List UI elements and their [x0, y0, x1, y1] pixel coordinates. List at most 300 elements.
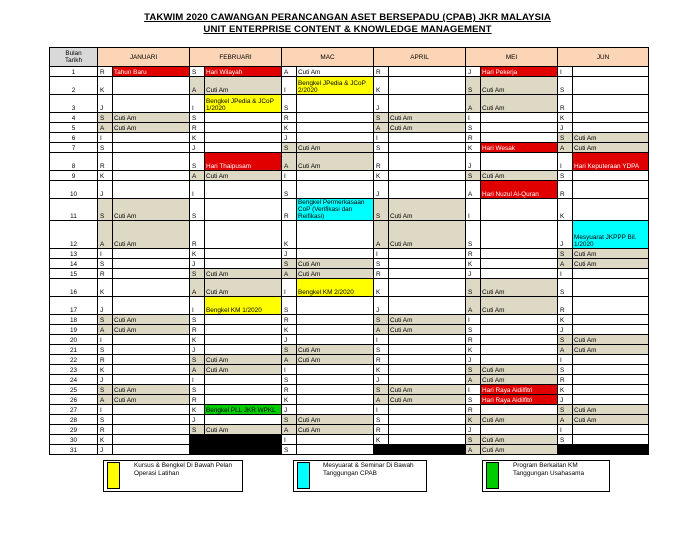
- weekday-letter: I: [466, 113, 481, 123]
- calendar-table: [49, 47, 649, 455]
- weekday-letter: K: [190, 405, 205, 415]
- calendar-row: [50, 375, 649, 385]
- weekday-letter: S: [374, 199, 389, 221]
- empty-cell: [573, 171, 649, 181]
- calendar-row: [50, 181, 649, 199]
- weekday-letter: J: [466, 355, 481, 365]
- empty-cell: [297, 123, 374, 133]
- weekday-letter: S: [282, 143, 297, 153]
- event-cell: Cuti Am: [297, 153, 374, 171]
- weekday-letter: I: [98, 249, 113, 259]
- calendar-row: [50, 385, 649, 395]
- empty-cell: [481, 345, 558, 355]
- empty-cell: [573, 425, 649, 435]
- weekday-letter: K: [466, 345, 481, 355]
- weekday-letter: R: [190, 221, 205, 249]
- weekday-letter: R: [466, 249, 481, 259]
- weekday-letter: R: [98, 269, 113, 279]
- weekday-letter: J: [190, 345, 205, 355]
- empty-cell: [481, 355, 558, 365]
- event-cell: Bengkel JPedia & JCoP 1/2020: [205, 95, 282, 113]
- calendar-row: [50, 415, 649, 425]
- weekday-letter: S: [190, 199, 205, 221]
- weekday-letter: S: [466, 171, 481, 181]
- day-number: 4: [50, 113, 98, 123]
- event-cell: Cuti Am: [297, 269, 374, 279]
- empty-cell: [389, 297, 466, 315]
- weekday-letter: J: [466, 67, 481, 77]
- event-cell: Cuti Am: [481, 77, 558, 95]
- empty-cell: [297, 435, 374, 445]
- weekday-letter: A: [98, 325, 113, 335]
- empty-cell: [573, 297, 649, 315]
- weekday-letter: S: [374, 385, 389, 395]
- empty-cell: [481, 113, 558, 123]
- event-cell: Cuti Am: [205, 171, 282, 181]
- event-cell: Cuti Am: [389, 315, 466, 325]
- weekday-letter: S: [282, 297, 297, 315]
- event-cell: Cuti Am: [297, 259, 374, 269]
- weekday-letter: J: [190, 259, 205, 269]
- weekday-letter: S: [558, 77, 573, 95]
- empty-cell: [297, 95, 374, 113]
- calendar-row: [50, 297, 649, 315]
- weekday-letter: R: [98, 355, 113, 365]
- weekday-letter: S: [466, 365, 481, 375]
- blank-cell: [389, 445, 466, 455]
- event-cell: Cuti Am: [573, 335, 649, 345]
- empty-cell: [113, 415, 190, 425]
- day-number: 25: [50, 385, 98, 395]
- weekday-letter: A: [466, 95, 481, 113]
- weekday-letter: A: [98, 395, 113, 405]
- weekday-letter: S: [374, 259, 389, 269]
- day-number: 27: [50, 405, 98, 415]
- empty-cell: [205, 113, 282, 123]
- event-cell: Hari Nuzul Al-Quran: [481, 181, 558, 199]
- weekday-letter: K: [466, 259, 481, 269]
- month-header: JANUARI: [98, 48, 190, 67]
- empty-cell: [389, 269, 466, 279]
- weekday-letter: J: [98, 297, 113, 315]
- weekday-letter: K: [558, 315, 573, 325]
- calendar-row: [50, 113, 649, 123]
- weekday-letter: A: [374, 395, 389, 405]
- weekday-letter: A: [374, 123, 389, 133]
- weekday-letter: I: [558, 153, 573, 171]
- weekday-letter: K: [98, 77, 113, 95]
- month-header: FEBRUARI: [190, 48, 282, 67]
- weekday-letter: K: [98, 279, 113, 297]
- empty-cell: [297, 365, 374, 375]
- empty-cell: [481, 249, 558, 259]
- weekday-letter: S: [374, 315, 389, 325]
- empty-cell: [573, 315, 649, 325]
- weekday-letter: J: [282, 133, 297, 143]
- weekday-letter: K: [558, 113, 573, 123]
- day-number: 9: [50, 171, 98, 181]
- weekday-letter: K: [190, 249, 205, 259]
- empty-cell: [297, 171, 374, 181]
- weekday-letter: I: [466, 199, 481, 221]
- legend-green-swatch: [486, 462, 499, 489]
- event-cell: Cuti Am: [573, 249, 649, 259]
- empty-cell: [205, 249, 282, 259]
- empty-cell: [573, 199, 649, 221]
- empty-cell: [389, 249, 466, 259]
- calendar-row: [50, 123, 649, 133]
- weekday-letter: R: [98, 425, 113, 435]
- legend-yellow-swatch: [107, 462, 120, 489]
- day-number: 5: [50, 123, 98, 133]
- day-number: 10: [50, 181, 98, 199]
- weekday-letter: J: [466, 425, 481, 435]
- day-number: 8: [50, 153, 98, 171]
- weekday-letter: J: [282, 335, 297, 345]
- day-number: 16: [50, 279, 98, 297]
- weekday-letter: J: [374, 95, 389, 113]
- event-cell: Cuti Am: [389, 113, 466, 123]
- weekday-letter: R: [98, 67, 113, 77]
- weekday-letter: J: [558, 221, 573, 249]
- event-cell: Cuti Am: [389, 395, 466, 405]
- empty-cell: [389, 405, 466, 415]
- event-cell: Cuti Am: [573, 133, 649, 143]
- empty-cell: [389, 355, 466, 365]
- weekday-letter: S: [374, 345, 389, 355]
- calendar-row: [50, 221, 649, 249]
- event-cell: Mesyuarat JKPPP Bil. 1/2020: [573, 221, 649, 249]
- weekday-letter: R: [98, 153, 113, 171]
- weekday-letter: A: [190, 77, 205, 95]
- weekday-letter: K: [282, 221, 297, 249]
- calendar-row: [50, 77, 649, 95]
- day-number: 23: [50, 365, 98, 375]
- page-subtitle: UNIT ENTERPRISE CONTENT & KNOWLEDGE MANAGEMENT: [203, 24, 492, 35]
- weekday-letter: K: [558, 199, 573, 221]
- empty-cell: [297, 221, 374, 249]
- event-cell: Cuti Am: [389, 385, 466, 395]
- event-cell: Cuti Am: [481, 435, 558, 445]
- weekday-letter: J: [558, 325, 573, 335]
- empty-cell: [113, 133, 190, 143]
- weekday-letter: R: [190, 395, 205, 405]
- day-number: 26: [50, 395, 98, 405]
- weekday-letter: A: [558, 143, 573, 153]
- empty-cell: [297, 315, 374, 325]
- day-number: 12: [50, 221, 98, 249]
- empty-cell: [573, 355, 649, 365]
- weekday-letter: I: [374, 405, 389, 415]
- legend-yellow-label: Kursus & Bengkel Di Bawah Pelan Operasi Latihan: [134, 462, 233, 477]
- calendar-row: [50, 405, 649, 415]
- empty-cell: [113, 143, 190, 153]
- event-cell: Cuti Am: [297, 415, 374, 425]
- weekday-letter: A: [374, 221, 389, 249]
- weekday-letter: S: [466, 123, 481, 133]
- empty-cell: [205, 415, 282, 425]
- event-cell: Bengkel KM 2/2020: [297, 279, 374, 297]
- weekday-letter: K: [558, 385, 573, 395]
- event-cell: Hari Keputeraan YDPA: [573, 153, 649, 171]
- page-title: TAKWIM 2020 CAWANGAN PERANCANGAN ASET BERSEPADU (CPAB) JKR MALAYSIA: [144, 12, 551, 23]
- empty-cell: [389, 143, 466, 153]
- empty-cell: [113, 95, 190, 113]
- calendar-row: [50, 269, 649, 279]
- weekday-letter: I: [558, 269, 573, 279]
- event-cell: Cuti Am: [113, 221, 190, 249]
- calendar-row: [50, 67, 649, 77]
- weekday-letter: I: [282, 77, 297, 95]
- event-cell: Cuti Am: [389, 221, 466, 249]
- legend-green-label: Program Berkaitan KM Tanggungan Usahasama: [513, 462, 585, 477]
- empty-cell: [573, 395, 649, 405]
- empty-cell: [573, 365, 649, 375]
- event-cell: Cuti Am: [389, 199, 466, 221]
- event-cell: Cuti Am: [297, 425, 374, 435]
- empty-cell: [481, 315, 558, 325]
- empty-cell: [297, 181, 374, 199]
- weekday-letter: K: [98, 435, 113, 445]
- weekday-letter: I: [374, 335, 389, 345]
- empty-cell: [389, 77, 466, 95]
- empty-cell: [113, 153, 190, 171]
- empty-cell: [113, 435, 190, 445]
- empty-cell: [205, 375, 282, 385]
- empty-cell: [389, 279, 466, 297]
- weekday-letter: S: [558, 335, 573, 345]
- weekday-letter: A: [282, 269, 297, 279]
- weekday-letter: I: [558, 425, 573, 435]
- empty-cell: [389, 67, 466, 77]
- weekday-letter: K: [374, 365, 389, 375]
- weekday-letter: J: [374, 297, 389, 315]
- calendar-row: [50, 355, 649, 365]
- weekday-letter: K: [98, 171, 113, 181]
- weekday-letter: S: [282, 375, 297, 385]
- empty-cell: [113, 365, 190, 375]
- event-cell: Cuti Am: [205, 355, 282, 365]
- weekday-letter: S: [190, 269, 205, 279]
- empty-cell: [389, 415, 466, 425]
- weekday-letter: I: [374, 249, 389, 259]
- weekday-letter: I: [98, 133, 113, 143]
- event-cell: Cuti Am: [481, 171, 558, 181]
- empty-cell: [113, 269, 190, 279]
- weekday-letter: S: [558, 365, 573, 375]
- empty-cell: [205, 395, 282, 405]
- event-cell: Cuti Am: [481, 375, 558, 385]
- weekday-letter: A: [282, 153, 297, 171]
- weekday-letter: R: [374, 269, 389, 279]
- weekday-letter: S: [190, 385, 205, 395]
- calendar-row: [50, 445, 649, 455]
- event-cell: Bengkel KM 1/2020: [205, 297, 282, 315]
- empty-cell: [573, 67, 649, 77]
- calendar-row: [50, 199, 649, 221]
- empty-cell: [113, 345, 190, 355]
- event-cell: Cuti Am: [113, 199, 190, 221]
- day-number: 15: [50, 269, 98, 279]
- weekday-letter: S: [374, 415, 389, 425]
- weekday-letter: I: [98, 405, 113, 415]
- weekday-letter: A: [466, 445, 481, 455]
- weekday-letter: S: [190, 425, 205, 435]
- empty-cell: [113, 77, 190, 95]
- empty-cell: [205, 123, 282, 133]
- weekday-letter: K: [282, 123, 297, 133]
- empty-cell: [205, 181, 282, 199]
- weekday-letter: A: [282, 425, 297, 435]
- weekday-letter: K: [190, 335, 205, 345]
- weekday-letter: J: [466, 153, 481, 171]
- empty-cell: [113, 279, 190, 297]
- calendar-row: [50, 143, 649, 153]
- empty-cell: [573, 269, 649, 279]
- event-cell: Cuti Am: [205, 279, 282, 297]
- event-cell: Cuti Am: [113, 385, 190, 395]
- empty-cell: [573, 123, 649, 133]
- calendar-row: [50, 325, 649, 335]
- empty-cell: [481, 153, 558, 171]
- day-number: 20: [50, 335, 98, 345]
- empty-cell: [389, 153, 466, 171]
- weekday-letter: J: [558, 123, 573, 133]
- empty-cell: [481, 123, 558, 133]
- weekday-letter: K: [466, 143, 481, 153]
- empty-cell: [389, 435, 466, 445]
- weekday-letter: J: [374, 181, 389, 199]
- calendar-row: [50, 425, 649, 435]
- empty-cell: [205, 221, 282, 249]
- empty-cell: [389, 425, 466, 435]
- blank-cell: [374, 445, 389, 455]
- event-cell: Cuti Am: [389, 325, 466, 335]
- empty-cell: [481, 199, 558, 221]
- weekday-letter: S: [282, 95, 297, 113]
- empty-cell: [389, 335, 466, 345]
- weekday-letter: I: [466, 385, 481, 395]
- blank-cell: [205, 435, 282, 445]
- weekday-letter: A: [558, 345, 573, 355]
- weekday-letter: S: [98, 199, 113, 221]
- weekday-letter: R: [374, 153, 389, 171]
- weekday-letter: J: [98, 375, 113, 385]
- empty-cell: [205, 345, 282, 355]
- weekday-letter: I: [282, 435, 297, 445]
- weekday-letter: K: [98, 365, 113, 375]
- event-cell: Cuti Am: [297, 67, 374, 77]
- weekday-letter: S: [558, 133, 573, 143]
- weekday-letter: S: [558, 405, 573, 415]
- weekday-letter: K: [374, 279, 389, 297]
- event-cell: Hari Raya Aidilfitri: [481, 395, 558, 405]
- weekday-letter: I: [282, 171, 297, 181]
- empty-cell: [389, 133, 466, 143]
- weekday-letter: A: [282, 67, 297, 77]
- calendar-row: [50, 335, 649, 345]
- empty-cell: [205, 199, 282, 221]
- empty-cell: [389, 95, 466, 113]
- empty-cell: [481, 335, 558, 345]
- event-cell: Cuti Am: [573, 259, 649, 269]
- event-cell: Bengkel JPedia & JCoP 2/2020: [297, 77, 374, 95]
- weekday-letter: S: [466, 279, 481, 297]
- empty-cell: [573, 375, 649, 385]
- weekday-letter: K: [282, 325, 297, 335]
- event-cell: Cuti Am: [113, 325, 190, 335]
- weekday-letter: I: [190, 297, 205, 315]
- event-cell: Cuti Am: [113, 123, 190, 133]
- empty-cell: [205, 385, 282, 395]
- weekday-letter: S: [374, 143, 389, 153]
- empty-cell: [573, 325, 649, 335]
- weekday-letter: J: [466, 269, 481, 279]
- weekday-letter: K: [374, 171, 389, 181]
- weekday-letter: S: [190, 113, 205, 123]
- calendar-row: [50, 435, 649, 445]
- weekday-letter: R: [282, 385, 297, 395]
- day-number: 14: [50, 259, 98, 269]
- weekday-letter: I: [466, 315, 481, 325]
- weekday-letter: A: [282, 355, 297, 365]
- event-cell: Cuti Am: [205, 269, 282, 279]
- empty-cell: [297, 405, 374, 415]
- empty-cell: [297, 297, 374, 315]
- empty-cell: [205, 335, 282, 345]
- weekday-letter: R: [558, 297, 573, 315]
- weekday-letter: S: [190, 315, 205, 325]
- weekday-letter: R: [282, 199, 297, 221]
- calendar-row: [50, 345, 649, 355]
- empty-cell: [113, 355, 190, 365]
- weekday-letter: J: [190, 415, 205, 425]
- weekday-letter: I: [558, 355, 573, 365]
- empty-cell: [113, 335, 190, 345]
- weekday-letter: I: [190, 375, 205, 385]
- event-cell: Cuti Am: [481, 279, 558, 297]
- weekday-letter: S: [558, 279, 573, 297]
- weekday-letter: S: [98, 345, 113, 355]
- calendar-row: [50, 133, 649, 143]
- empty-cell: [481, 325, 558, 335]
- empty-cell: [481, 425, 558, 435]
- event-cell: Cuti Am: [113, 113, 190, 123]
- weekday-letter: R: [282, 113, 297, 123]
- event-cell: Cuti Am: [481, 297, 558, 315]
- event-cell: Cuti Am: [481, 445, 558, 455]
- weekday-letter: R: [374, 425, 389, 435]
- day-number: 28: [50, 415, 98, 425]
- blank-cell: [190, 445, 205, 455]
- legend-cyan-swatch: [297, 462, 310, 489]
- empty-cell: [205, 315, 282, 325]
- empty-cell: [573, 77, 649, 95]
- weekday-letter: A: [98, 221, 113, 249]
- day-number: 1: [50, 67, 98, 77]
- weekday-letter: A: [190, 171, 205, 181]
- empty-cell: [113, 259, 190, 269]
- weekday-letter: S: [190, 153, 205, 171]
- event-cell: Cuti Am: [573, 345, 649, 355]
- weekday-letter: S: [466, 435, 481, 445]
- empty-cell: [113, 171, 190, 181]
- empty-cell: [389, 345, 466, 355]
- event-cell: Cuti Am: [297, 355, 374, 365]
- empty-cell: [297, 325, 374, 335]
- weekday-letter: S: [466, 221, 481, 249]
- empty-cell: [573, 95, 649, 113]
